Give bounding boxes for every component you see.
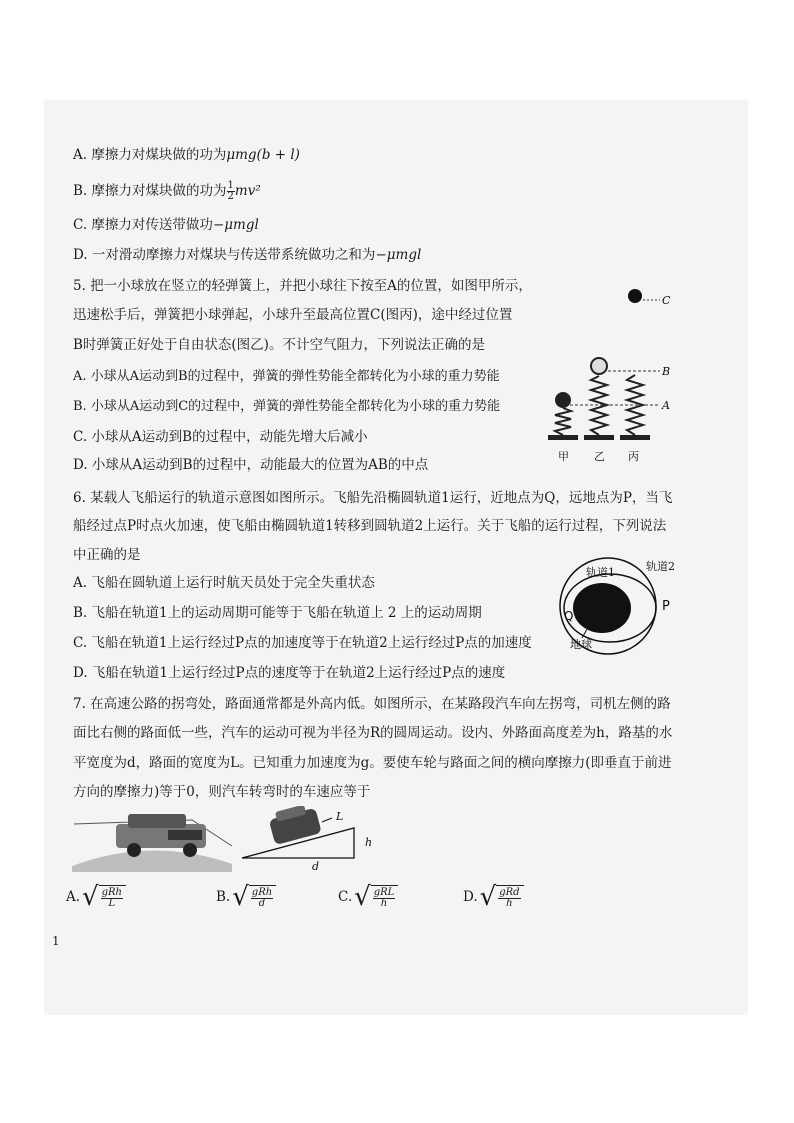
label-p: P — [662, 599, 670, 614]
q5-stem-line2: 迅速松手后，弹簧把小球弹起，小球升至最高位置C(图丙)，途中经过位置 — [73, 307, 513, 323]
label-bing: 丙 — [628, 450, 639, 463]
label-orbit1: 轨道1 — [586, 566, 615, 579]
q6-option-c: C. 飞船在轨道1上运行经过P点的加速度等于在轨道2上运行经过P点的加速度 — [73, 635, 532, 651]
q7-option-a: A. √ $\frac{\text{gRh}}{L}$ — [66, 884, 126, 910]
q5-stem-line1: 5. 把一小球放在竖立的轻弹簧上，并把小球往下按至A的位置，如图甲所示， — [73, 278, 532, 294]
q7-option-c: C. √ $\frac{\text{gRL}}{h}$ — [338, 884, 398, 910]
label-jia: 甲 — [558, 450, 569, 463]
q5-option-a: A. 小球从A运动到B的过程中，弹簧的弹性势能全都转化为小球的重力势能 — [73, 369, 500, 384]
orbit-figure — [548, 556, 718, 656]
q6-option-b: B. 飞船在轨道1上的运动周期可能等于飞船在轨道上 2 上的运动周期 — [73, 605, 482, 621]
q6-option-a: A. 飞船在圆轨道上运行时航天员处于完全失重状态 — [73, 575, 375, 591]
label-c: C — [662, 294, 671, 307]
earth-icon — [573, 583, 631, 633]
spring-jia-icon — [555, 408, 571, 435]
q4-option-a: A. 摩擦力对煤块做的功为μmg(b + l) — [73, 147, 300, 163]
ball-c-icon — [628, 289, 642, 303]
page-number: 1 — [52, 934, 60, 948]
spring-yi-icon — [591, 376, 607, 435]
fraction-half: $\frac{1}{2}$ — [227, 180, 234, 202]
q6-stem-line1: 6. 某载人飞船运行的轨道示意图如图所示。飞船先沿椭圆轨道1运行，近地点为Q，远地点为P，当飞 — [73, 490, 673, 506]
label-h: h — [365, 836, 373, 849]
q7-option-d: D. √ $\frac{\text{gRd}}{h}$ — [463, 884, 524, 910]
label-a: A — [662, 399, 670, 412]
q7-option-b: B. √ $\frac{\text{gRh}}{d}$ — [216, 884, 276, 910]
q7-stem-line2: 面比右侧的路面低一些，汽车的运动可视为半径为R的圆周运动。设内、外路面高度差为h，路基的水 — [73, 725, 673, 741]
q5-option-b: B. 小球从A运动到C的过程中，弹簧的弹性势能全都转化为小球的重力势能 — [73, 399, 501, 414]
ball-jia-icon — [555, 392, 571, 408]
q7-stem-line3: 平宽度为d，路面的宽度为L。已知重力加速度为g。要使车轮与路面之间的横向摩擦力(即垂直于前进 — [73, 755, 672, 771]
ball-yi-icon — [591, 358, 607, 374]
label-d: d — [312, 860, 320, 873]
label-earth: 地球 — [570, 638, 592, 651]
car-figure — [72, 806, 382, 874]
label-b: B — [662, 365, 671, 378]
label-q: Q — [564, 609, 574, 623]
q5-stem-line3: B时弹簧正好处于自由状态(图乙)。不计空气阻力，下列说法正确的是 — [73, 337, 485, 353]
q6-stem-line3: 中正确的是 — [73, 547, 141, 563]
q5-option-d: D. 小球从A运动到B的过程中，动能最大的位置为AB的中点 — [73, 457, 429, 473]
q4-option-d: D. 一对滑动摩擦力对煤块与传送带系统做功之和为−μmgl — [73, 247, 422, 263]
q7-stem-line4: 方向的摩擦力)等于0，则汽车转弯时的车速应等于 — [73, 784, 371, 800]
label-l: L — [336, 810, 344, 823]
spring-figure — [540, 280, 685, 465]
label-yi: 乙 — [594, 450, 605, 463]
q7-stem-line1: 7. 在高速公路的拐弯处，路面通常都是外高内低。如图所示，在某路段汽车向左拐弯，司机左侧的路 — [73, 696, 671, 712]
q5-option-c: C. 小球从A运动到B的过程中，动能先增大后减小 — [73, 429, 368, 445]
q4-option-b: B. 摩擦力对煤块做的功为 $\frac{1}{2}$ mv² — [73, 180, 261, 202]
q4-option-c: C. 摩擦力对传送带做功−μmgl — [73, 217, 259, 233]
q6-option-d: D. 飞船在轨道1上运行经过P点的速度等于在轨道2上运行经过P点的速度 — [73, 665, 506, 681]
q6-stem-line2: 船经过点P时点火加速，使飞船由椭圆轨道1转移到圆轨道2上运行。关于飞船的运行过程，下列说法 — [73, 518, 667, 534]
label-orbit2: 轨道2 — [646, 560, 675, 573]
